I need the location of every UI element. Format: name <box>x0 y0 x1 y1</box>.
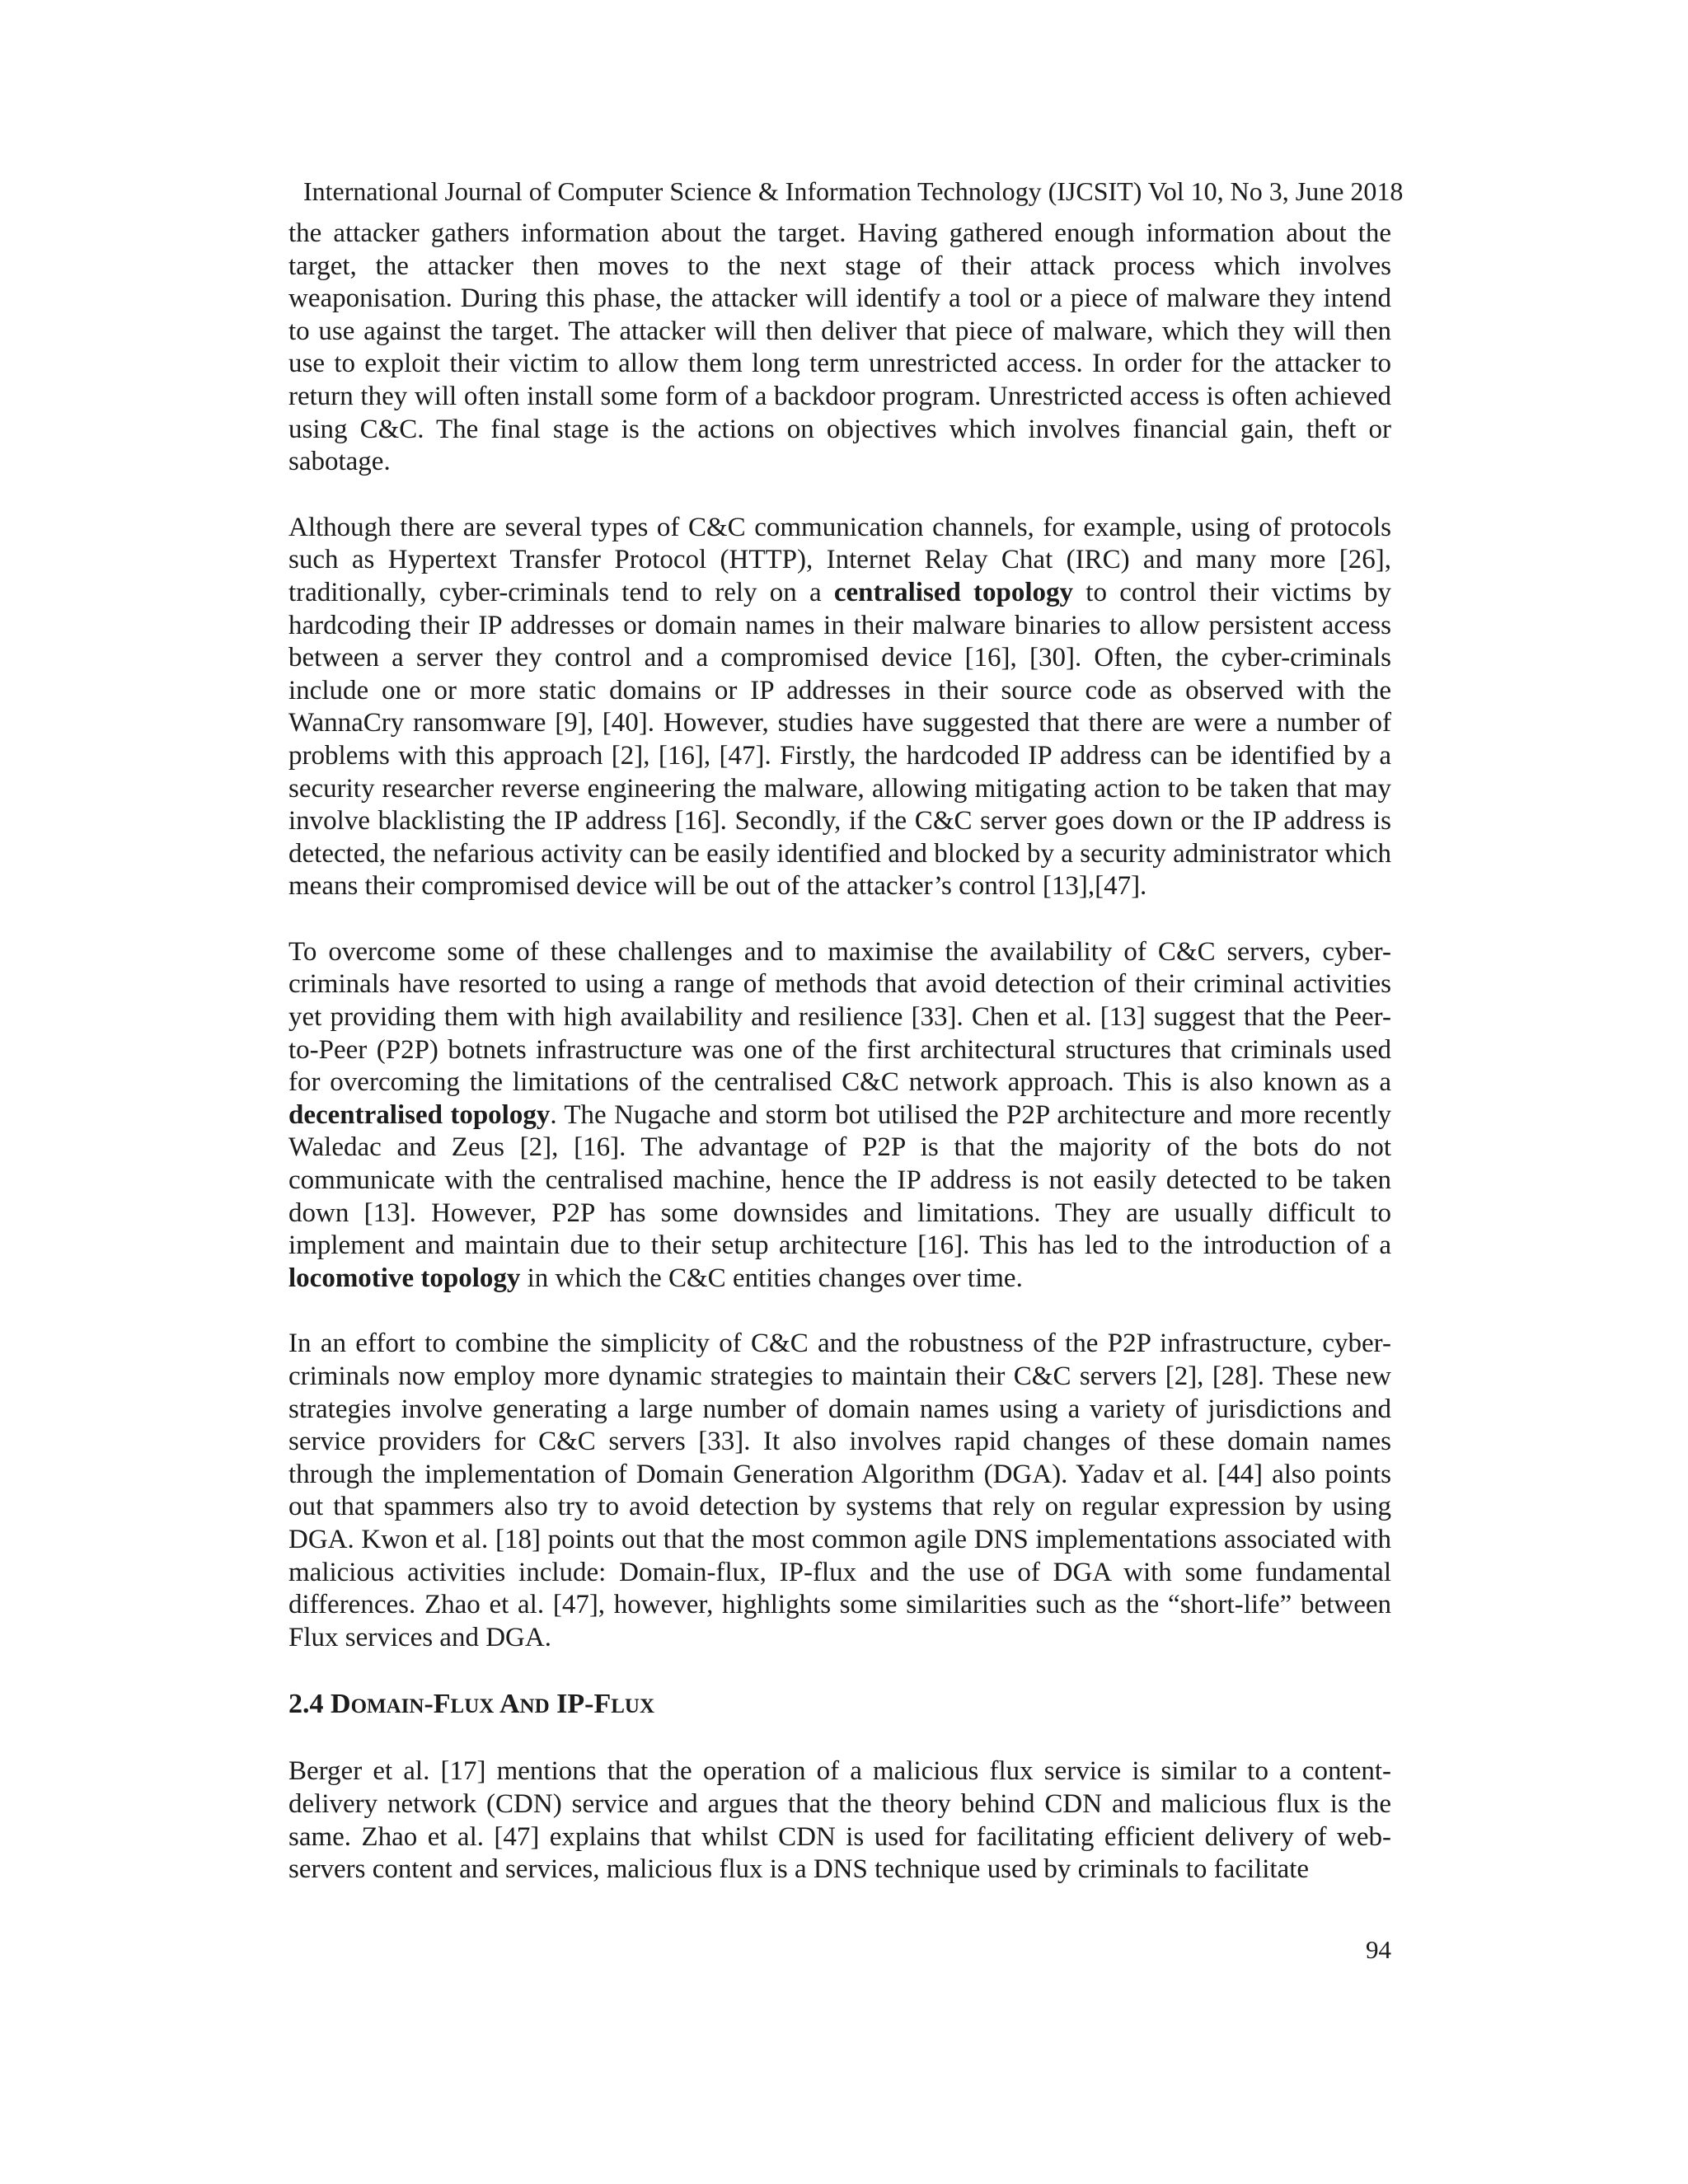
paragraph-text: . The Nugache and storm bot utilised the P2P architecture and more recently Waledac and Zeus [2], [16]. The advantage of P2P is that the majority of the bots do not communicate with the centralised machine, hence the IP address is not easily detected to be taken down [13]. However, P2P has some downsides and limitations. They are usually difficult to implement and maintain due to their setup architecture [16]. This has led to the introduction of a <box>288 1099 1391 1261</box>
section-title-part: ND <box>519 1695 550 1718</box>
running-header: International Journal of Computer Science & Information Technology (IJCSIT) Vol 10, No 3, June 2018 <box>303 176 1404 206</box>
bold-term-locomotive-topology: locomotive topology <box>288 1263 521 1293</box>
paragraph-dynamic-strategies <box>288 1328 1391 1654</box>
paragraph-text: the attacker gathers information about the target. Having gathered enough information about the target, the attacker then moves to the next stage of their attack process which involves weaponisation. During this phase, the attacker will identify a tool or a piece of malware they intend to use against the target. The attacker will then deliver that piece of malware, which they will then use to exploit their victim to allow them long term unrestricted access. In order for the attacker to return they will often install some form of a backdoor program. Unrestricted access is often achieved using C&C. The final stage is the actions on objectives which involves financial gain, theft or sabotage. <box>288 218 1391 477</box>
bold-term-centralised-topology: centralised topology <box>833 577 1074 607</box>
paragraph-text: Although there are several types of C&C communication channels, for example, using of protocols such as Hypertext Transfer Protocol (HTTP), Internet Relay Chat (IRC) and many more [26], traditionally, cyber-criminals tend to rely on a <box>288 512 1391 607</box>
paragraph-text: in which the C&C entities changes over time. <box>520 1263 1023 1293</box>
section-title-part: -F <box>424 1689 451 1720</box>
paragraph-text: Berger et al. [17] mentions that the operation of a malicious flux service is similar to a content-delivery network (CDN) service and argues that the theory behind CDN and malicious flux is the same. Zhao et al. [47] explains that whilst CDN is used for facilitating efficient delivery of web-servers content and services, malicious flux is a DNS technique used by criminals to facilitate <box>288 1756 1391 1885</box>
paragraph-text: to control their victims by hardcoding their IP addresses or domain names in their malware binaries to allow persistent access between a server they control and a compromised device [16], [30]. Often, the cyber-criminals include one or more static domains or IP addresses in their source code as observed with the WannaCry ransomware [9], [40]. However, studies have suggested that there are were a number of problems with this approach [2], [16], [47]. Firstly, the hardcoded IP address can be identified by a security researcher reverse engineering the malware, allowing mitigating action to be taken that may involve blacklisting the IP address [16]. Secondly, if the C&C server goes down or the IP address is detected, the nefarious activity can be easily identified and blocked by a security administrator which means their compromised device will be out of the attacker’s control [13],[47]. <box>288 577 1391 902</box>
bold-term-decentralised-topology: decentralised topology <box>288 1099 551 1130</box>
paragraph-flux-service <box>288 1755 1391 1886</box>
section-number: 2.4 <box>288 1689 324 1720</box>
paragraph-text: In an effort to combine the simplicity of C&C and the robustness of the P2P infrastructure, cyber-criminals now employ more dynamic strategies to maintain their C&C servers [2], [28]. These new strategies involve generating a large number of domain names using a variety of jurisdictions and service providers for C&C servers [33]. It also involves rapid changes of these domain names through the implementation of Domain Generation Algorithm (DGA). Yadav et al. [44] also points out that spammers also try to avoid detection by systems that rely on regular expression by using DGA. Kwon et al. [18] points out that the most common agile DNS implementations associated with malicious activities include: Domain-flux, IP-flux and the use of DGA with some fundamental differences. Zhao et al. [47], however, highlights some similarities such as the “short-life” between Flux services and DGA. <box>288 1329 1391 1652</box>
paragraph-centralised-topology <box>288 512 1391 903</box>
section-title-part: IP-F <box>549 1689 612 1720</box>
section-title-part: LUX <box>450 1695 495 1718</box>
section-title-part: OMAIN <box>350 1695 424 1718</box>
journal-page <box>288 0 1404 2184</box>
page-number: 94 <box>1366 1935 1391 1964</box>
section-title-part: LUX <box>611 1695 655 1718</box>
paragraph-attack-stages <box>288 218 1391 479</box>
body-text <box>288 218 1391 1919</box>
section-title-part: D <box>323 1689 351 1720</box>
paragraph-decentralised-topology <box>288 936 1391 1296</box>
section-title-part: A <box>494 1689 520 1720</box>
section-heading <box>288 1687 1391 1724</box>
paragraph-text: To overcome some of these challenges and to maximise the availability of C&C servers, cyber-criminals have resorted to using a range of methods that avoid detection of their criminal activities yet providing them with high availability and resilience [33]. Chen et al. [13] suggest that the Peer-to-Peer (P2P) botnets infrastructure was one of the first architectural structures that criminals used for overcoming the limitations of the centralised C&C network approach. This is also known as a <box>288 936 1391 1098</box>
